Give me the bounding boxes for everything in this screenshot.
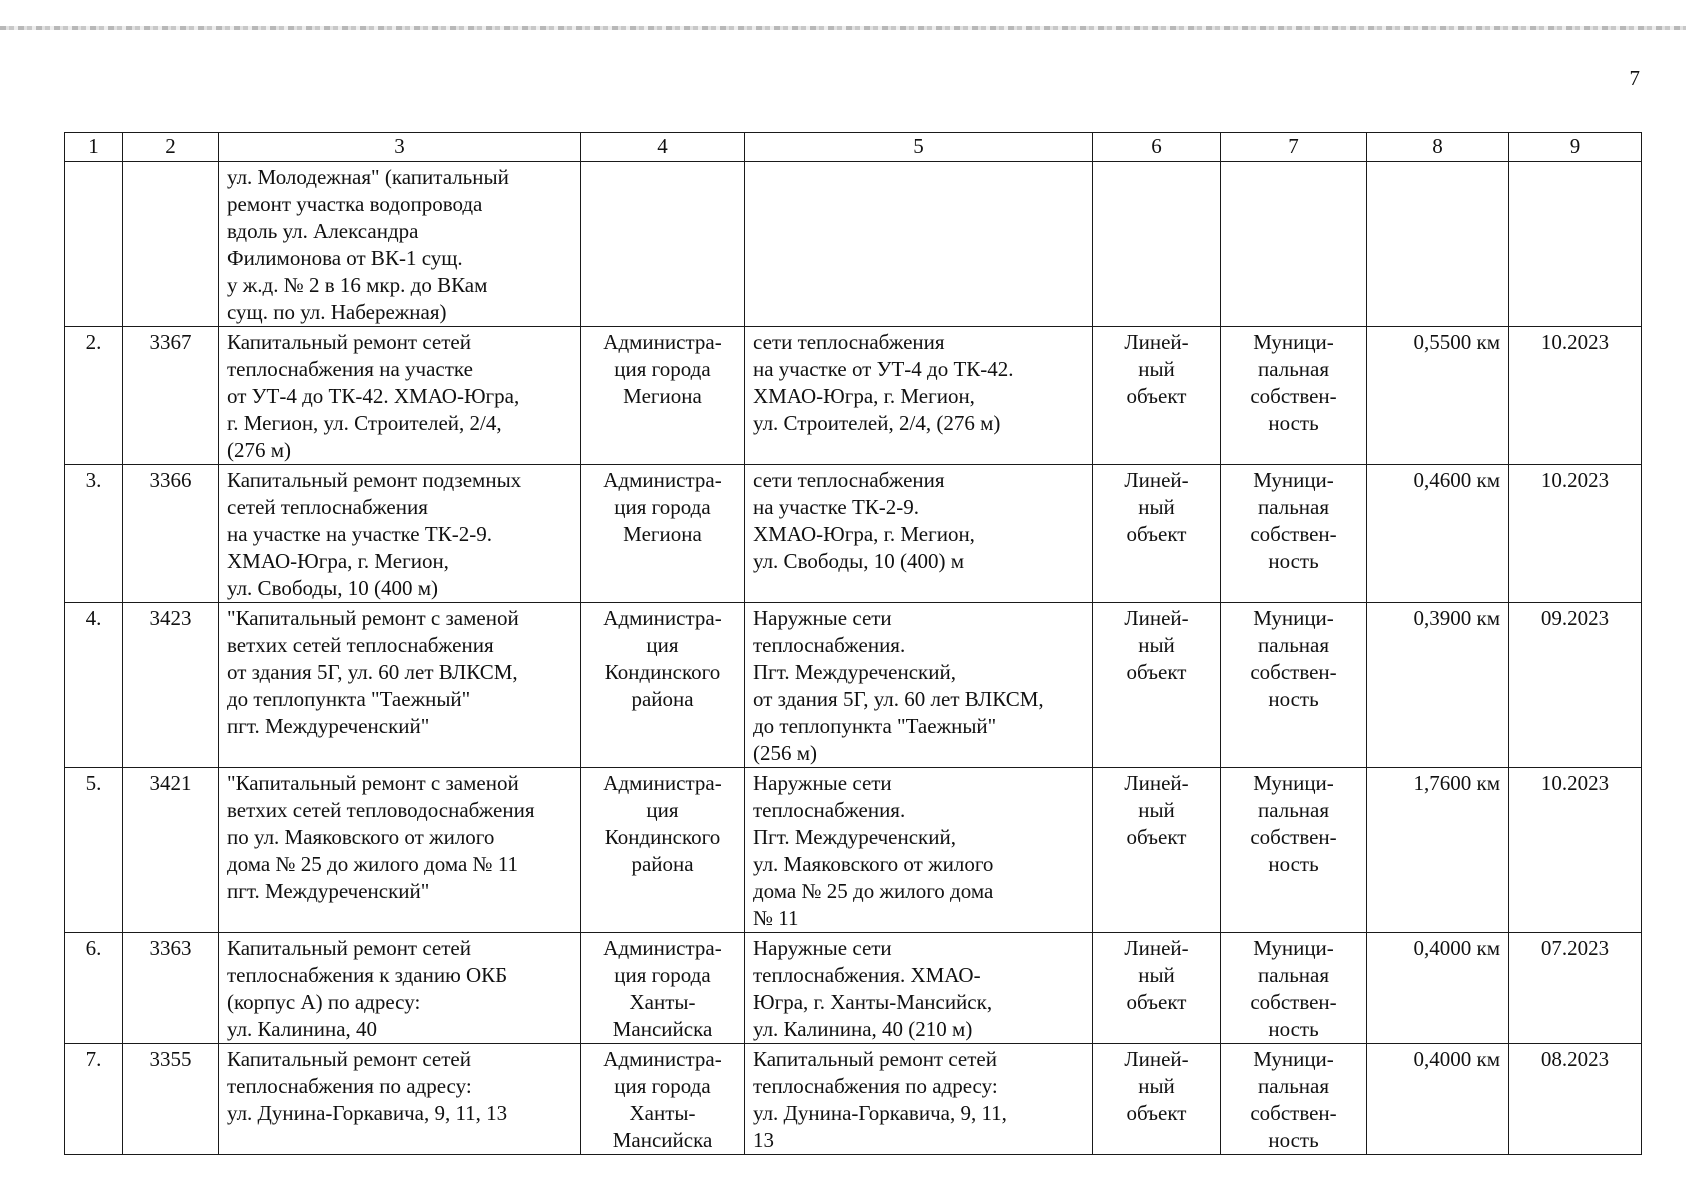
cell-customer: Администра- ция Кондинского района — [581, 768, 745, 933]
cell-date: 08.2023 — [1509, 1044, 1642, 1155]
cell-code: 3423 — [123, 603, 219, 768]
cell-number: 4. — [65, 603, 123, 768]
header-col-7: 7 — [1221, 133, 1367, 162]
cell-customer: Администра- ция Кондинского района — [581, 603, 745, 768]
cell-description: Капитальный ремонт сетей теплоснабжения по адресу: ул. Дунина-Горкавича, 9, 11, 13 — [745, 1044, 1093, 1155]
cell-ownership: Муници- пальная собствен- ность — [1221, 1044, 1367, 1155]
header-col-8: 8 — [1367, 133, 1509, 162]
cell-number — [65, 162, 123, 327]
cell-date: 10.2023 — [1509, 327, 1642, 465]
cell-object-type: Линей- ный объект — [1093, 933, 1221, 1044]
cell-length: 0,4600 км — [1367, 465, 1509, 603]
cell-description: Наружные сети теплоснабжения. ХМАО- Югра, г. Ханты-Мансийск, ул. Калинина, 40 (210 м) — [745, 933, 1093, 1044]
cell-object-name: Капитальный ремонт подземных сетей теплоснабжения на участке на участке ТК-2-9. ХМАО-Югра, г. Мегион, ул. Свободы, 10 (400 м) — [219, 465, 581, 603]
header-col-2: 2 — [123, 133, 219, 162]
capital-repair-table — [64, 132, 1642, 1155]
cell-ownership: Муници- пальная собствен- ность — [1221, 933, 1367, 1044]
cell-customer: Администра- ция города Мегиона — [581, 465, 745, 603]
cell-number: 6. — [65, 933, 123, 1044]
cell-code: 3421 — [123, 768, 219, 933]
cell-description: сети теплоснабжения на участке от УТ-4 до ТК-42. ХМАО-Югра, г. Мегион, ул. Строителей, 2/4, (276 м) — [745, 327, 1093, 465]
cell-customer: Администра- ция города Мегиона — [581, 327, 745, 465]
table-row — [65, 1044, 1642, 1155]
cell-customer — [581, 162, 745, 327]
cell-object-type: Линей- ный объект — [1093, 465, 1221, 603]
header-col-1: 1 — [65, 133, 123, 162]
scan-edge-artifact — [0, 26, 1686, 30]
cell-object-type: Линей- ный объект — [1093, 327, 1221, 465]
cell-object-name: Капитальный ремонт сетей теплоснабжения по адресу: ул. Дунина-Горкавича, 9, 11, 13 — [219, 1044, 581, 1155]
cell-code: 3366 — [123, 465, 219, 603]
column-number-row — [65, 133, 1642, 162]
cell-object-type: Линей- ный объект — [1093, 768, 1221, 933]
cell-ownership — [1221, 162, 1367, 327]
cell-code: 3355 — [123, 1044, 219, 1155]
cell-number: 2. — [65, 327, 123, 465]
cell-date: 09.2023 — [1509, 603, 1642, 768]
cell-length — [1367, 162, 1509, 327]
cell-description — [745, 162, 1093, 327]
table-row-continuation — [65, 162, 1642, 327]
table-row — [65, 768, 1642, 933]
page-number: 7 — [1629, 66, 1640, 90]
cell-ownership: Муници- пальная собствен- ность — [1221, 603, 1367, 768]
cell-code: 3363 — [123, 933, 219, 1044]
cell-number: 3. — [65, 465, 123, 603]
cell-description: сети теплоснабжения на участке ТК-2-9. ХМАО-Югра, г. Мегион, ул. Свободы, 10 (400) м — [745, 465, 1093, 603]
cell-description: Наружные сети теплоснабжения. Пгт. Междуреченский, от здания 5Г, ул. 60 лет ВЛКСМ, до теплопункта "Таежный" (256 м) — [745, 603, 1093, 768]
cell-ownership: Муници- пальная собствен- ность — [1221, 327, 1367, 465]
header-col-4: 4 — [581, 133, 745, 162]
cell-number: 7. — [65, 1044, 123, 1155]
cell-code: 3367 — [123, 327, 219, 465]
cell-date: 07.2023 — [1509, 933, 1642, 1044]
header-col-9: 9 — [1509, 133, 1642, 162]
table-row — [65, 603, 1642, 768]
cell-length: 0,3900 км — [1367, 603, 1509, 768]
cell-ownership: Муници- пальная собствен- ность — [1221, 768, 1367, 933]
cell-object-type: Линей- ный объект — [1093, 603, 1221, 768]
header-col-3: 3 — [219, 133, 581, 162]
cell-object-name: ул. Молодежная" (капитальный ремонт участка водопровода вдоль ул. Александра Филимонова от ВК-1 сущ. у ж.д. № 2 в 16 мкр. до ВКам сущ. по ул. Набережная) — [219, 162, 581, 327]
cell-object-type — [1093, 162, 1221, 327]
cell-length: 0,4000 км — [1367, 933, 1509, 1044]
table-row — [65, 327, 1642, 465]
cell-customer: Администра- ция города Ханты- Мансийска — [581, 933, 745, 1044]
cell-code — [123, 162, 219, 327]
cell-description: Наружные сети теплоснабжения. Пгт. Междуреченский, ул. Маяковского от жилого дома № 25 до жилого дома № 11 — [745, 768, 1093, 933]
cell-object-name: Капитальный ремонт сетей теплоснабжения к зданию ОКБ (корпус А) по адресу: ул. Калинина, 40 — [219, 933, 581, 1044]
header-col-6: 6 — [1093, 133, 1221, 162]
cell-length: 1,7600 км — [1367, 768, 1509, 933]
cell-date — [1509, 162, 1642, 327]
header-col-5: 5 — [745, 133, 1093, 162]
cell-length: 0,5500 км — [1367, 327, 1509, 465]
cell-date: 10.2023 — [1509, 768, 1642, 933]
cell-object-name: "Капитальный ремонт с заменой ветхих сетей теплоснабжения от здания 5Г, ул. 60 лет ВЛКСМ, до теплопункта "Таежный" пгт. Междуреченский" — [219, 603, 581, 768]
cell-ownership: Муници- пальная собствен- ность — [1221, 465, 1367, 603]
cell-object-type: Линей- ный объект — [1093, 1044, 1221, 1155]
cell-customer: Администра- ция города Ханты- Мансийска — [581, 1044, 745, 1155]
table-row — [65, 933, 1642, 1044]
cell-length: 0,4000 км — [1367, 1044, 1509, 1155]
cell-date: 10.2023 — [1509, 465, 1642, 603]
cell-object-name: Капитальный ремонт сетей теплоснабжения на участке от УТ-4 до ТК-42. ХМАО-Югра, г. Мегион, ул. Строителей, 2/4, (276 м) — [219, 327, 581, 465]
cell-number: 5. — [65, 768, 123, 933]
cell-object-name: "Капитальный ремонт с заменой ветхих сетей тепловодоснабжения по ул. Маяковского от жилого дома № 25 до жилого дома № 11 пгт. Междуреченский" — [219, 768, 581, 933]
table-row — [65, 465, 1642, 603]
